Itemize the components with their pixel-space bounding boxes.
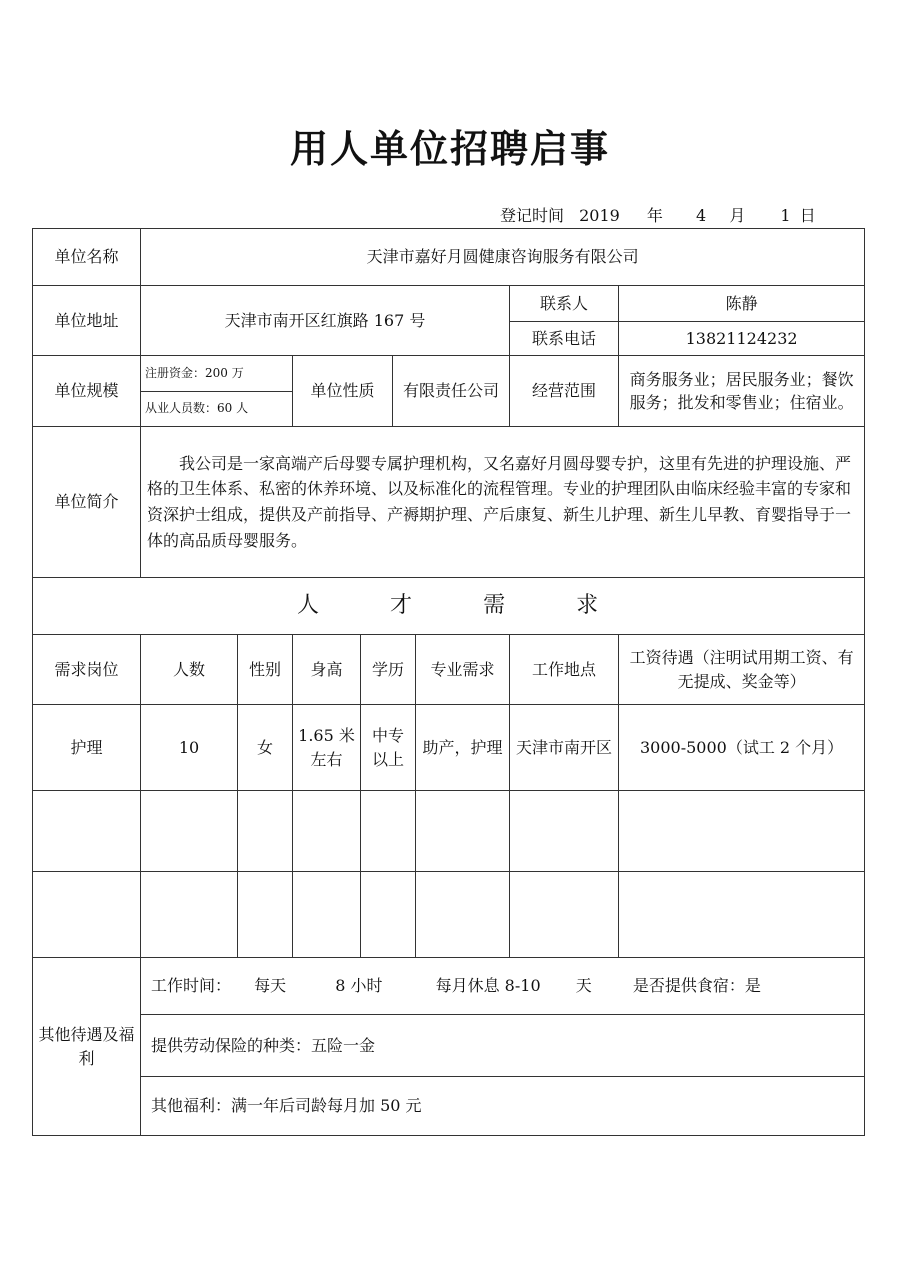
col-header-count: 人数 [141, 635, 238, 705]
work-time-row [141, 958, 865, 1015]
cell-height: 1.65 米左右 [293, 705, 361, 791]
business-scope: 商务服务业；居民服务业；餐饮服务；批发和零售业；住宿业。 [619, 356, 865, 427]
talent-demand-heading [33, 578, 865, 635]
page-title: 用人单位招聘启事 [289, 126, 610, 171]
phone-number: 13821124232 [619, 322, 865, 356]
col-header-major: 专业需求 [416, 635, 510, 705]
cell-education: 中专以上 [361, 705, 416, 791]
cell-salary: 3000-5000（试工 2 个月） [619, 705, 865, 791]
col-header-gender: 性别 [238, 635, 293, 705]
daily-label: 每天 [254, 976, 287, 996]
col-header-location: 工作地点 [510, 635, 619, 705]
rest-unit: 天 [575, 976, 592, 996]
monthly-rest: 每月休息 8-10 [435, 976, 541, 996]
heading-char: 才 [390, 593, 415, 619]
table-row-empty [33, 791, 865, 872]
contact-person: 陈静 [619, 286, 865, 322]
unit-address-label: 单位地址 [33, 286, 141, 356]
business-scope-label: 经营范围 [510, 356, 619, 427]
unit-intro: 我公司是一家高端产后母婴专属护理机构，又名嘉好月圆母婴专护，这里有先进的护理设施、严格的卫生体系、私密的休养环境、以及标准化的流程管理。专业的护理团队由临床经验丰富的专家和资深护士组成，提供及产前指导、产褥期护理、产后康复、新生儿护理、新生儿早教、育婴指导于一体的高品质母婴服务。 [141, 427, 865, 578]
unit-scale-label: 单位规模 [33, 356, 141, 427]
registration-year: 2019 [579, 206, 620, 225]
insurance-info: 提供劳动保险的种类：五险一金 [141, 1015, 865, 1077]
registration-label: 登记时间 [500, 206, 565, 225]
month-unit: 月 [729, 206, 746, 225]
employee-count: 从业人员数：60 人 [141, 392, 293, 427]
registered-capital: 注册资金：200 万 [141, 356, 293, 392]
cell-count: 10 [141, 705, 238, 791]
registration-date [500, 203, 816, 226]
work-time-label: 工作时间： [151, 976, 232, 996]
col-header-position: 需求岗位 [33, 635, 141, 705]
table-row-empty [33, 872, 865, 958]
heading-char: 求 [576, 593, 601, 619]
benefits-label: 其他待遇及福利 [33, 958, 141, 1136]
unit-nature: 有限责任公司 [393, 356, 510, 427]
cell-gender: 女 [238, 705, 293, 791]
recruitment-form [32, 228, 865, 1136]
unit-name-label: 单位名称 [33, 229, 141, 286]
day-unit: 日 [799, 206, 816, 225]
unit-address: 天津市南开区红旗路 167 号 [141, 286, 510, 356]
col-header-salary: 工资待遇（注明试用期工资、有无提成、奖金等） [619, 635, 865, 705]
table-row [33, 705, 865, 791]
col-header-education: 学历 [361, 635, 416, 705]
cell-position: 护理 [33, 705, 141, 791]
registration-day: 1 [780, 206, 791, 225]
phone-label: 联系电话 [510, 322, 619, 356]
col-header-height: 身高 [293, 635, 361, 705]
heading-char: 人 [297, 593, 322, 619]
other-benefits: 其他福利：满一年后司龄每月加 50 元 [141, 1077, 865, 1136]
heading-char: 需 [483, 593, 508, 619]
unit-intro-label: 单位简介 [33, 427, 141, 578]
unit-nature-label: 单位性质 [293, 356, 393, 427]
cell-major: 助产，护理 [416, 705, 510, 791]
cell-location: 天津市南开区 [510, 705, 619, 791]
daily-hours: 8 小时 [335, 976, 383, 996]
contact-label: 联系人 [510, 286, 619, 322]
year-unit: 年 [646, 206, 663, 225]
unit-name: 天津市嘉好月圆健康咨询服务有限公司 [141, 229, 865, 286]
registration-month: 4 [696, 206, 707, 225]
lodging-info: 是否提供食宿：是 [632, 976, 761, 996]
